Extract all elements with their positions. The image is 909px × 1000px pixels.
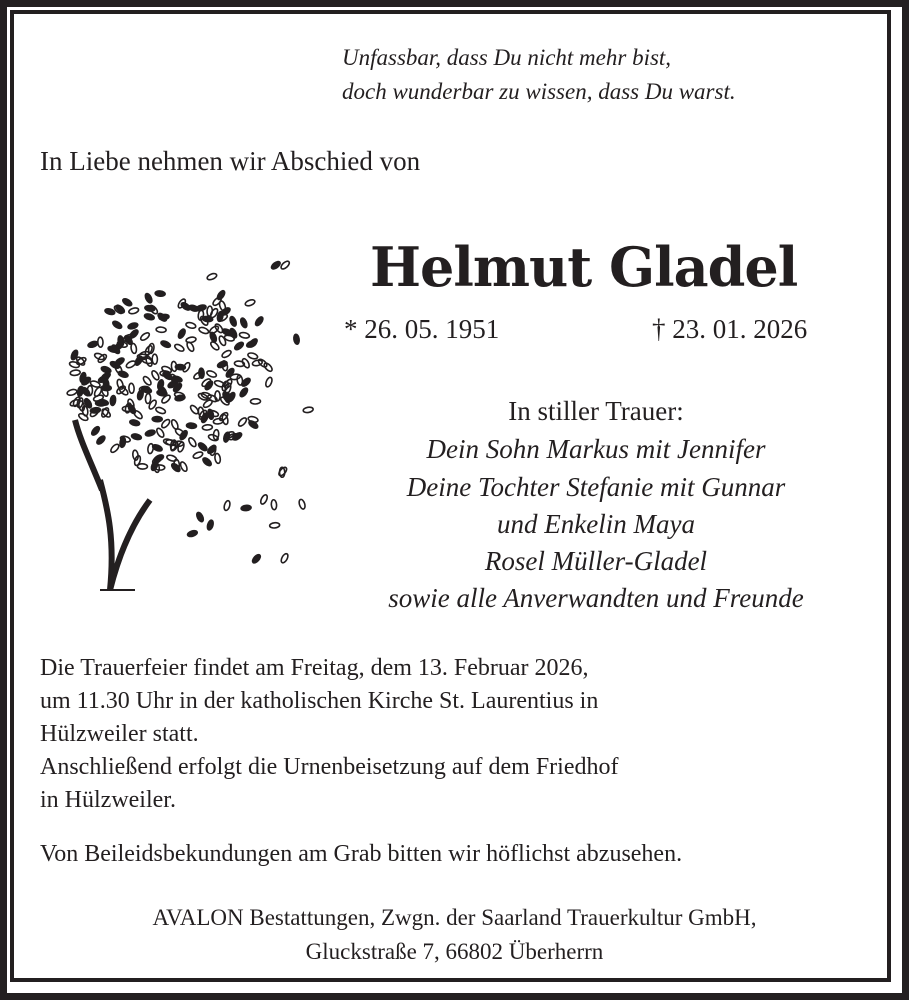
leaf	[197, 442, 208, 452]
leaf	[174, 428, 185, 438]
leaf	[131, 433, 142, 440]
leaf	[109, 443, 120, 454]
leaf	[127, 322, 138, 330]
leaf	[217, 360, 228, 369]
funeral-line: Anschließend erfolgt die Urnenbeisetzung auf dem Friedhof	[40, 754, 619, 780]
leaf	[95, 400, 105, 406]
leaf	[155, 406, 166, 414]
leaf	[96, 435, 107, 446]
leaf	[97, 353, 108, 364]
leaf	[133, 409, 144, 420]
leaf	[230, 374, 241, 381]
leaf	[206, 520, 214, 531]
leaf	[156, 327, 166, 333]
leaf	[280, 260, 291, 270]
leaf	[103, 379, 109, 389]
leaf	[214, 380, 225, 388]
leaf	[137, 464, 147, 470]
leaf	[72, 396, 81, 407]
footer-line: AVALON Bestattungen, Zwgn. der Saarland Trauerkultur GmbH,	[152, 905, 757, 930]
leaf	[233, 341, 244, 351]
leaf	[239, 387, 249, 398]
leaf	[186, 423, 196, 429]
leaf	[129, 383, 135, 393]
leaf	[198, 326, 209, 334]
funeral-line: in Hülzweiler.	[40, 787, 176, 813]
leaf	[195, 511, 204, 522]
leaf	[196, 304, 207, 312]
funeral-line: Die Trauerfeier findet am Freitag, dem 13. Februar 2026,	[40, 655, 589, 681]
leaf	[251, 553, 262, 564]
leaf	[139, 331, 150, 341]
leaf	[175, 364, 185, 370]
leaf	[259, 494, 268, 505]
leaf	[246, 340, 257, 349]
leaf	[147, 443, 154, 454]
mourners-heading: In stiller Trauer:	[508, 396, 684, 426]
mourner-line: Deine Tochter Stefanie mit Gunnar	[406, 472, 786, 502]
leaf	[159, 314, 170, 321]
leaf	[70, 370, 81, 376]
leaf	[155, 290, 165, 296]
leaf	[270, 260, 281, 270]
leaf	[87, 340, 98, 348]
leaf	[185, 322, 196, 330]
leaf	[77, 386, 84, 397]
leaf	[263, 362, 274, 373]
leaf	[202, 424, 212, 430]
leaf	[142, 375, 152, 386]
leaf	[250, 399, 260, 405]
leaf	[229, 316, 238, 327]
leaf	[223, 432, 231, 443]
quote-line: doch wunderbar zu wissen, dass Du warst.	[342, 79, 736, 104]
leaf	[271, 500, 277, 510]
mourner-line: sowie alle Anverwandten und Freunde	[388, 583, 804, 613]
leaf	[187, 530, 198, 538]
leaf	[218, 335, 227, 346]
footer-line: Gluckstraße 7, 66802 Überherrn	[305, 939, 604, 964]
leaf	[237, 417, 248, 428]
leaf	[145, 429, 156, 437]
leaf	[192, 451, 203, 460]
mourner-line: Dein Sohn Markus mit Jennifer	[426, 434, 766, 464]
leaf	[239, 332, 250, 339]
leaf	[204, 380, 214, 391]
leaf	[221, 349, 232, 359]
leaf	[70, 349, 79, 360]
leaf	[186, 336, 197, 343]
leaf	[199, 368, 205, 378]
leaf	[223, 500, 231, 511]
leaf	[130, 343, 137, 354]
leaf	[152, 354, 157, 364]
condolence-note: Von Beileidsbekundungen am Grab bitten wir höflichst abzusehen.	[40, 841, 683, 867]
leaf	[206, 370, 217, 379]
leaf	[209, 325, 220, 335]
leaf	[145, 393, 151, 403]
leaf	[202, 457, 213, 468]
leaf	[66, 388, 77, 396]
leaf	[206, 272, 217, 281]
leaf	[129, 419, 140, 426]
leaf	[128, 307, 139, 315]
leaf	[280, 553, 289, 564]
funeral-line: um 11.30 Uhr in der katholischen Kirche St. Laurentius in	[40, 688, 599, 714]
birth-date: * 26. 05. 1951	[344, 314, 500, 344]
leaf	[254, 316, 264, 327]
leaf	[122, 297, 133, 307]
leaf	[110, 395, 116, 406]
leaf	[125, 360, 136, 369]
leaf	[90, 425, 100, 436]
leaf	[155, 427, 165, 438]
leaf	[118, 370, 129, 378]
leaf	[166, 454, 177, 462]
leaf	[293, 334, 300, 345]
leaf	[94, 352, 105, 361]
leaf	[177, 328, 186, 339]
leaf	[160, 340, 171, 349]
leaf	[244, 299, 255, 307]
intro-text: In Liebe nehmen wir Abschied von	[40, 146, 421, 176]
leaf	[174, 343, 185, 352]
leaf	[265, 376, 274, 387]
leaf	[144, 313, 155, 321]
deceased-name: Helmut Gladel	[370, 235, 798, 299]
leaf	[144, 293, 153, 304]
leaf	[247, 352, 258, 360]
mourner-line: und Enkelin Maya	[497, 509, 695, 539]
leaf	[112, 320, 123, 330]
leaf	[207, 394, 218, 403]
tree-illustration	[40, 260, 320, 600]
leaf	[216, 290, 226, 301]
leaf	[189, 404, 199, 415]
leaf	[240, 317, 249, 328]
mourner-line: Rosel Müller-Gladel	[484, 546, 708, 576]
quote-line: Unfassbar, dass Du nicht mehr bist,	[342, 45, 672, 70]
leaf	[241, 358, 251, 369]
leaf	[269, 522, 279, 528]
leaf	[214, 453, 221, 464]
leaf	[241, 505, 251, 511]
leaf	[151, 370, 161, 381]
leaf	[152, 416, 162, 421]
death-date: † 23. 01. 2026	[652, 314, 808, 344]
leaf	[114, 357, 125, 367]
leaf	[187, 437, 197, 448]
leaf	[98, 337, 104, 347]
funeral-line: Hülzweiler statt.	[40, 721, 199, 747]
